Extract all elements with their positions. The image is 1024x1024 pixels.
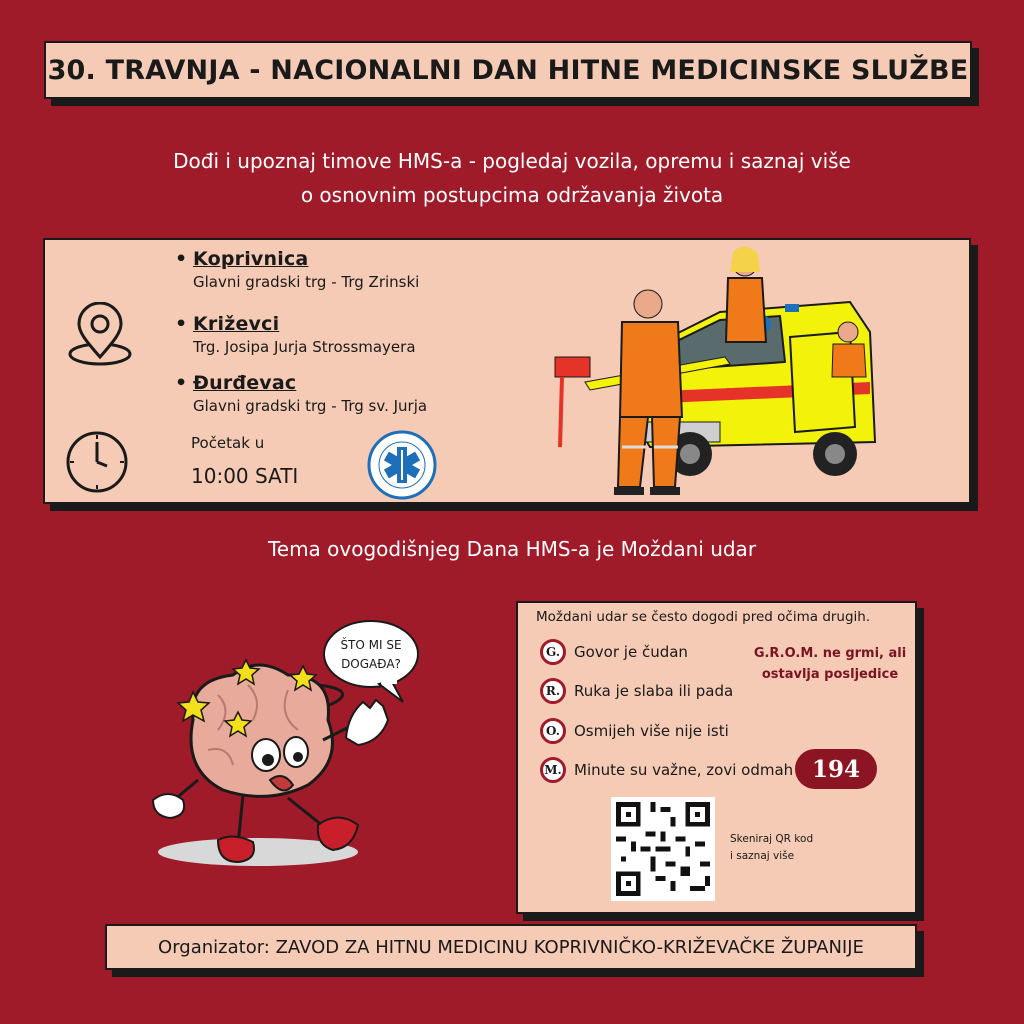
intro-line-1: Dođi i upoznaj timove HMS-a - pogledaj vozila, opremu i saznaj više xyxy=(173,149,851,173)
speech-bubble xyxy=(321,618,421,690)
location-name: • Đurđevac xyxy=(193,372,427,394)
location-koprivnica xyxy=(193,248,419,291)
location-krizevci xyxy=(193,313,416,356)
title-banner xyxy=(44,41,972,99)
speech-line-2: DOGAĐA? xyxy=(341,657,401,671)
grom-item-o xyxy=(540,718,729,744)
theme-text: Tema ovogodišnjeg Dana HMS-a je Moždani udar xyxy=(267,537,757,561)
qr-caption-line-1: Skeniraj QR kod xyxy=(730,833,814,845)
speech-line-1: ŠTO MI SE xyxy=(340,638,402,652)
grom-item-text: Ruka je slaba ili pada xyxy=(574,682,734,700)
qr-caption-line-2: i saznaj više xyxy=(730,850,795,862)
grom-item-text: Govor je čudan xyxy=(574,643,688,661)
grom-item-g xyxy=(540,639,688,665)
ambulance-team-illustration xyxy=(550,242,895,502)
slogan-line-1: G.R.O.M. ne grmi, ali xyxy=(753,646,907,661)
intro-line-2: o osnovnim postupcima održavanja života xyxy=(300,183,724,207)
intro-text xyxy=(0,144,1024,212)
emergency-number-badge: 194 xyxy=(795,749,877,789)
grom-letter-badge: M. xyxy=(540,757,566,783)
start-time: 10:00 SATI xyxy=(191,464,299,488)
organizer-banner xyxy=(105,924,917,970)
grom-item-r xyxy=(540,678,733,704)
grom-item-m xyxy=(540,757,793,783)
grom-slogan xyxy=(750,643,910,685)
organizer-text: Organizator: ZAVOD ZA HITNU MEDICINU KOPRIVNIČKO-KRIŽEVAČKE ŽUPANIJE xyxy=(158,936,864,958)
grom-letter-badge: G. xyxy=(540,639,566,665)
location-address: Glavni gradski trg - Trg sv. Jurja xyxy=(193,397,428,415)
start-label: Početak u xyxy=(191,434,265,452)
ambulance-label: HITNA xyxy=(726,386,769,400)
grom-letter-badge: O. xyxy=(540,718,566,744)
grom-heading: Moždani udar se često dogodi pred očima drugih. xyxy=(536,609,871,625)
page-title: 30. TRAVNJA - NACIONALNI DAN HITNE MEDICINSKE SLUŽBE xyxy=(47,54,969,86)
location-address: Glavni gradski trg - Trg Zrinski xyxy=(193,273,420,291)
location-address: Trg. Josipa Jurja Strossmayera xyxy=(193,338,416,356)
info-panel xyxy=(43,238,971,504)
clock-icon xyxy=(65,430,129,494)
location-name: • Križevci xyxy=(193,313,416,335)
grom-letter-badge: R. xyxy=(540,678,566,704)
grom-panel xyxy=(516,601,917,914)
location-name: • Koprivnica xyxy=(193,248,419,270)
slogan-line-2: ostavlja posljedice xyxy=(761,667,899,682)
ems-logo-icon xyxy=(367,430,437,500)
location-pin-icon xyxy=(65,302,135,368)
grom-item-text: Minute su važne, zovi odmah xyxy=(574,761,794,779)
location-durdevac xyxy=(193,372,427,415)
qr-code-icon[interactable] xyxy=(611,797,715,901)
grom-item-text: Osmijeh više nije isti xyxy=(574,722,729,740)
qr-caption xyxy=(730,831,813,865)
